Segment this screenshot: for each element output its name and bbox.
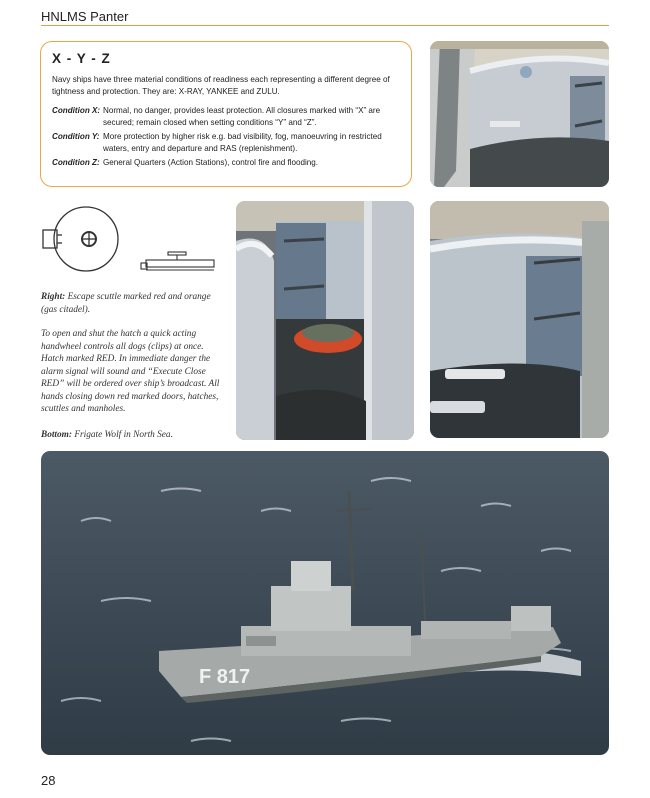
box-intro: Navy ships have three material conditions of readiness each representing a different degree of tightness and protection. They are: X-RAY, YANKEE and ZULU. [52,75,390,96]
conditions-box [40,41,412,187]
caption-hatch: To open and shut the hatch a quick acting handwheel controls all dogs (clips) at once. Hatch marked RED. In immediate danger the alarm signal will sound and “Execute Close RED” will be ordered over ship’s broadcast. All hands closing down red marked doors, hatches, scuttles and manholes. [41,329,220,414]
condition-label: Condition Y: [52,132,100,141]
caption-right [41,291,226,316]
caption-text: Escape scuttle marked red and orange (gas citadel). [41,292,211,315]
condition-row [52,157,400,169]
condition-row [52,131,400,154]
hull-number: F 817 [199,666,251,688]
condition-row [52,105,400,128]
caption-bottom [41,429,226,442]
caption-label: Bottom: [41,430,72,440]
header-rule [41,25,609,26]
photo-frigate-at-sea [41,451,609,755]
page-number: 28 [41,773,56,788]
condition-text: General Quarters (Action Stations), control fire and flooding. [103,158,319,167]
scuttle-drawing-plan [40,204,124,274]
condition-label: Condition Z: [52,158,100,167]
caption-label: Right: [41,292,66,302]
caption-text: Frigate Wolf in North Sea. [74,430,173,440]
photo-escape-scuttle [236,201,414,440]
scuttle-drawing-side [138,250,218,276]
condition-text: Normal, no danger, provides least protection. All closures marked with “X” are secured; remain closed when setting conditions “Y” and “Z”. [103,106,381,127]
box-title: X - Y - Z [52,51,111,66]
running-header: HNLMS Panter [41,9,129,24]
condition-text: More protection by higher risk e.g. bad visibility, fog, manoeuvring in restricted waters, entry and departure and RAS (replenishment). [103,132,382,153]
photo-deck-rails [430,201,609,438]
condition-label: Condition X: [52,106,101,115]
photo-deck-top-right [430,41,609,187]
